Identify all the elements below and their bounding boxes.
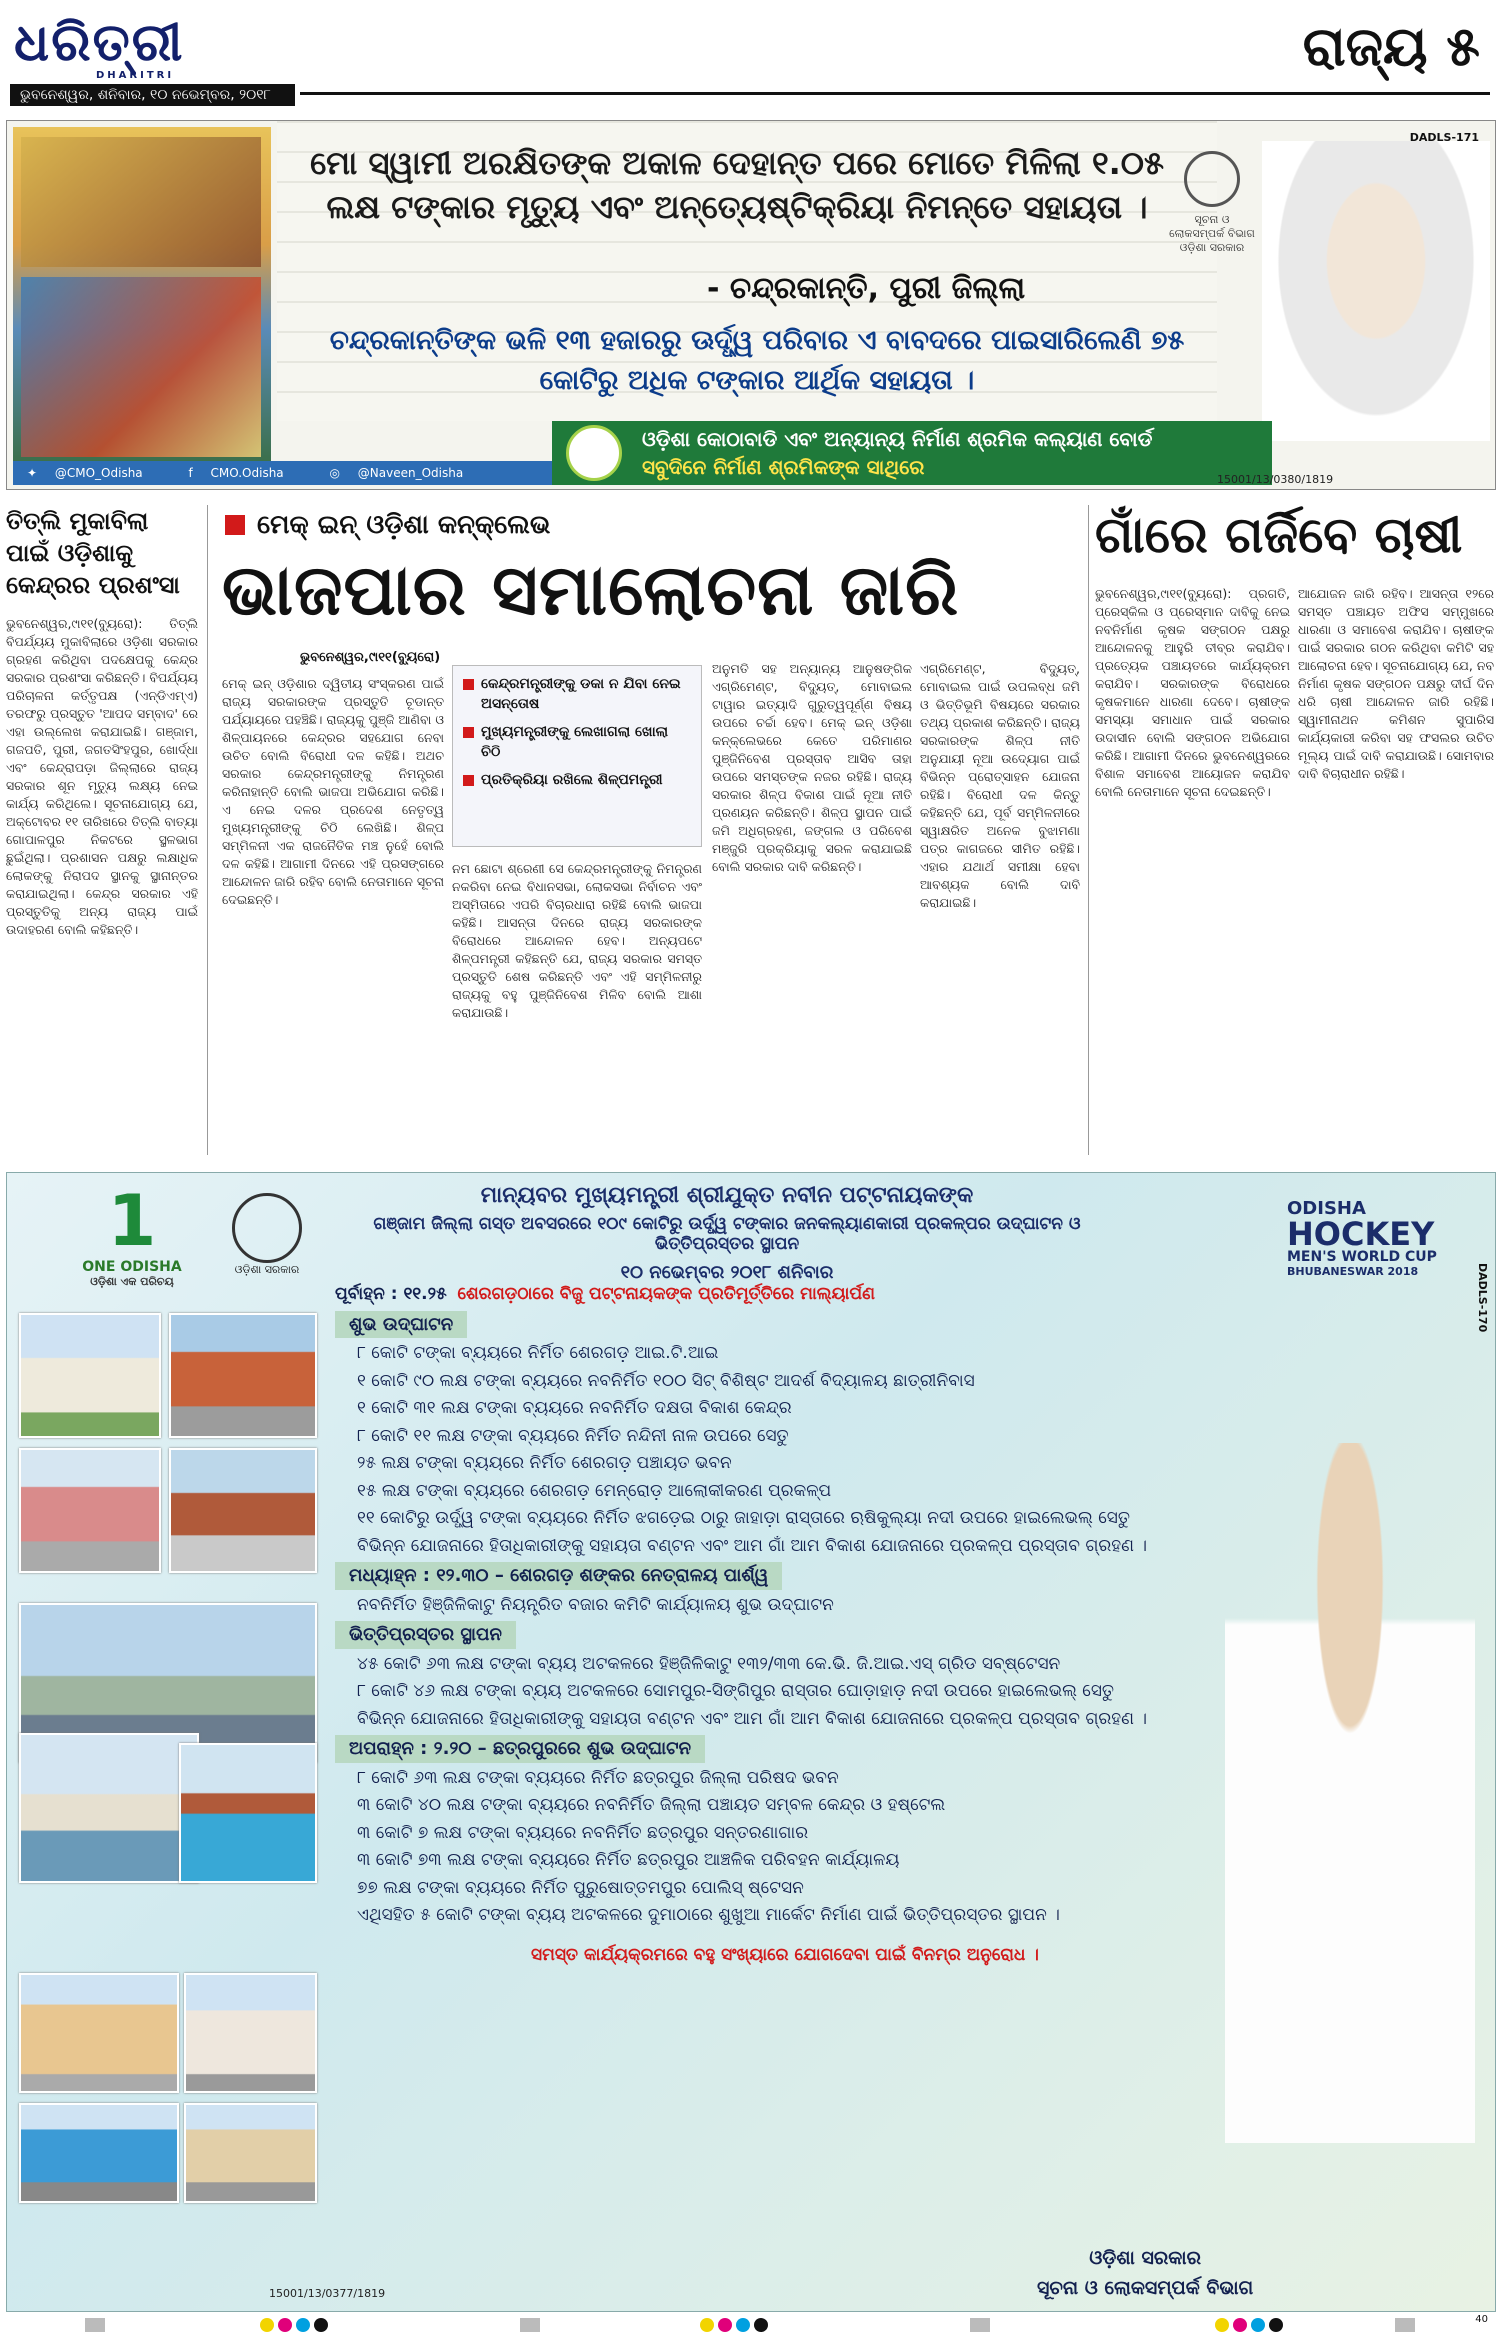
board-name: ଓଡ଼ିଶା କୋଠାବାଡି ଏବଂ ଅନ୍ୟାନ୍ୟ ନିର୍ମାଣ ଶ୍ରମିକ କଲ୍ୟାଣ ବୋର୍ଡ	[642, 427, 1153, 451]
list-item: ୮ କୋଟି ୧୧ ଲକ୍ଷ ଟଙ୍କା ବ୍ୟୟରେ ନିର୍ମିତ ନନ୍ଦିନୀ ନାଳ ଉପରେ ସେତୁ	[357, 1425, 789, 1446]
registration-magenta	[718, 2318, 732, 2332]
list-item: ୩ କୋଟି ୪୦ ଲକ୍ଷ ଟଙ୍କା ବ୍ୟୟରେ ନବନିର୍ମିତ ଜିଲ୍ଲା ପଞ୍ଚାୟତ ସମ୍ବଳ କେନ୍ଦ୍ର ଓ ହଷ୍ଟେଲ	[357, 1795, 946, 1815]
forenoon-row	[335, 1281, 1235, 1309]
main-article-col-1: ମେକ୍ ଇନ୍ ଓଡ଼ିଶାର ଦ୍ୱିତୀୟ ସଂସ୍କରଣ ପାଇଁ ରାଜ୍ୟ ସରକାରଙ୍କ ପ୍ରସ୍ତୁତି ଚୂଡାନ୍ତ ପର୍ଯ୍ୟାୟରେ ପହଞ୍ଚିଛି। ରାଜ୍ୟକୁ ପୁଞ୍ଜି ଆଣିବା ଓ ଶିଳ୍ପାୟନରେ କେନ୍ଦ୍ରର ସହଯୋଗ ନେବା ଉଚିତ ବୋଲି ବିରୋଧୀ ଦଳ କହିଛି। ଅଥଚ ସରକାର କେନ୍ଦ୍ରମନ୍ତ୍ରୀଙ୍କୁ ନିମନ୍ତ୍ରଣ କରିନାହାନ୍ତି ବୋଲି ଭାଜପା ଅଭିଯୋଗ କରିଛି। ଏ ନେଇ ଦଳର ପ୍ରଦେଶ ନେତୃତ୍ୱ ମୁଖ୍ୟମନ୍ତ୍ରୀଙ୍କୁ ଚିଠି ଲେଖିଛି। ଶିଳ୍ପ ସମ୍ମିଳନୀ ଏକ ରାଜନୈତିକ ମଞ୍ଚ ନୁହେଁ ବୋଲି ଦଳ କହିଛି। ଆଗାମୀ ଦିନରେ ଏହି ପ୍ରସଙ୍ଗରେ ଆନ୍ଦୋଳନ ଜାରି ରହିବ ବୋଲି ନେତାମାନେ ସୂଚନା ଦେଇଛନ୍ତି।	[222, 676, 444, 907]
signature-govt: ଓଡ଼ିଶା ସରକାର	[1089, 2247, 1202, 2269]
registration-magenta	[278, 2318, 292, 2332]
newspaper-logo-latin: DHARITRI	[96, 70, 175, 81]
signature-department: ସୂଚନା ଓ ଲୋକସମ୍ପର୍କ ବିଭାଗ	[1037, 2277, 1254, 2299]
photo-swimming-pool	[179, 1743, 317, 1883]
afternoon-label: ଅପରାହ୍ନ : ୨.୨୦ – ଛତ୍ରପୁରରେ ଶୁଭ ଉଦ୍‌ଘାଟନ	[335, 1735, 705, 1763]
registration-black	[314, 2318, 328, 2332]
twitter-handle[interactable]: ✦ @CMO_Odisha	[27, 466, 143, 480]
event-subtitle: ଗଞ୍ଜାମ ଜିଲ୍ଲା ଗସ୍ତ ଅବସରରେ ୧୦୯ କୋଟିରୁ ଉର୍ଦ୍ଧ୍ୱ ଟଙ୍କାର ଜନକଲ୍ୟାଣକାରୀ ପ୍ରକଳ୍ପର ଉଦ୍‌ଘାଟନ ଓ ଭିତ୍ତିପ୍ରସ୍ତର ସ୍ଥାପନ	[373, 1214, 1081, 1254]
photo-hostel-building	[169, 1313, 317, 1438]
photo-panchayat-bhawan	[169, 1448, 317, 1573]
noon-label: ମଧ୍ୟାହ୍ନ : ୧୨.୩୦ – ଶେରଗଡ଼ ଶଙ୍କର ନେତ୍ରାଳୟ ପାର୍ଶ୍ୱ	[335, 1562, 782, 1590]
list-item: ୭୭ ଲକ୍ଷ ଟଙ୍କା ବ୍ୟୟରେ ନିର୍ମିତ ପୁରୁଷୋତ୍ତମପୁର ପୋଲିସ୍ ଷ୍ଟେସନ	[357, 1877, 804, 1898]
page-number: 40	[1475, 2314, 1488, 2325]
ad-reference: 15001/13/0377/1819	[269, 2287, 386, 2300]
list-item: ୩ କୋଟି ୭୩ ଲକ୍ଷ ଟଙ୍କା ବ୍ୟୟରେ ନିର୍ମିତ ଛତ୍ରପୁର ଆଞ୍ଚଳିକ ପରିବହନ କାର୍ଯ୍ୟାଳୟ	[357, 1850, 900, 1870]
highlight-item: ମୁଖ୍ୟମନ୍ତ୍ରୀଙ୍କୁ ଲେଖାଗଲା ଖୋଲା ଚିଠି	[463, 722, 691, 762]
list-item: ବିଭିନ୍ନ ଯୋଜନାରେ ହିତାଧିକାରୀଙ୍କୁ ସହାୟତା ବଣ୍ଟନ ଏବଂ ଆମ ଗାଁ ଆମ ବିକାଶ ଯୋଜନାରେ ପ୍ରକଳ୍ପ ପ୍ରସ୍ତାବ ଗ୍ରହଣ ।	[357, 1535, 1148, 1556]
dateline: ଭୁବନେଶ୍ୱର, ଶନିବାର, ୧୦ ନଭେମ୍ବର, ୨୦୧୮	[10, 84, 295, 106]
right-article-col-1: ଭୁବନେଶ୍ୱର,୯ା୧୧(ବ୍ୟୁରୋ): ପ୍ରଗତି, ପ୍ରେସ୍କିଲ ଓ ପ୍ରେସ୍ମାନ ଦାବିକୁ ନେଇ ନବନିର୍ମାଣ କୃଷକ ସଙ୍ଗଠନ ପକ୍ଷରୁ ଆନ୍ଦୋଳନକୁ ଆହୁରି ତୀବ୍ର କରାଯିବ। ପ୍ରତ୍ୟେକ ପଞ୍ଚାୟତରେ କାର୍ଯ୍ୟକ୍ରମ କରାଯିବ। ସରକାରଙ୍କ ବିରୋଧରେ କୃଷକମାନେ ଧାରଣା ଦେବେ। ଚାଷୀଙ୍କ ସମସ୍ୟା ସମାଧାନ ପାଇଁ ସରକାର ଉଦାସୀନ ବୋଲି ସଙ୍ଗଠନ ଅଭିଯୋଗ କରିଛି। ଆଗାମୀ ଦିନରେ ଭୁବନେଶ୍ୱରରେ ବିଶାଳ ସମାବେଶ ଆୟୋଜନ କରାଯିବ ବୋଲି ନେତାମାନେ ସୂଚନା ଦେଇଛନ୍ତି।	[1095, 586, 1290, 799]
list-item: ୧୫ ଲକ୍ଷ ଟଙ୍କା ବ୍ୟୟରେ ଶେରଗଡ଼ ମେନ୍‌ରୋଡ଼ ଆଲୋକୀକରଣ ପ୍ରକଳ୍ପ	[357, 1480, 832, 1501]
ad-reference: 15001/13/0380/1819	[1217, 473, 1334, 486]
main-article-headline: ଭାଜପାର ସମାଲୋଚନା ଜାରି	[222, 548, 960, 631]
main-article-kicker: ମେକ୍ ଇନ୍ ଓଡ଼ିଶା କନ୍‌କ୍ଲେଭ	[225, 510, 550, 541]
left-article-headline: ତିତ୍ଲି ମୁକାବିଲା ପାଇଁ ଓଡ଼ିଶାକୁ କେନ୍ଦ୍ରର ପ୍ରଶଂସା	[6, 507, 180, 599]
photo-resource-centre	[184, 1973, 317, 2093]
list-item: ନବନିର୍ମିତ ହିଞ୍ଜିଳିକାଟୁ ନିୟନ୍ତ୍ରିତ ବଜାର କମିଟି କାର୍ଯ୍ୟାଳୟ ଶୁଭ ଉଦ୍‌ଘାଟନ	[357, 1594, 834, 1615]
highlight-item: ପ୍ରତିକ୍ରିୟା ରଖିଲେ ଶିଳ୍ପମନ୍ତ୍ରୀ	[463, 770, 691, 790]
registration-black	[754, 2318, 768, 2332]
highlight-item: କେନ୍ଦ୍ରମନ୍ତ୍ରୀଙ୍କୁ ଡକା ନ ଯିବା ନେଇ ଅସନ୍ତୋଷ	[463, 674, 691, 714]
ad-code: DADLS-171	[1409, 131, 1479, 144]
photo-bridge	[19, 1733, 199, 1883]
list-item: ୨୫ ଲକ୍ଷ ଟଙ୍କା ବ୍ୟୟରେ ନିର୍ମିତ ଶେରଗଡ଼ ପଞ୍ଚାୟତ ଭବନ	[357, 1453, 732, 1473]
list-item: ବିଭିନ୍ନ ଯୋଜନାରେ ହିତାଧିକାରୀଙ୍କୁ ସହାୟତା ବଣ୍ଟନ ଏବଂ ଆମ ଗାଁ ଆମ ବିକାଶ ଯୋଜନାରେ ପ୍ରକଳ୍ପ ପ୍ରସ୍ତାବ ଗ୍ରହଣ ।	[357, 1708, 1148, 1729]
photo-transport-office	[19, 2103, 179, 2203]
photo-cheque-handover	[21, 137, 261, 267]
registration-magenta	[1233, 2318, 1247, 2332]
photo-iti-building	[19, 1313, 161, 1438]
list-item: ଏଥିସହିତ ୫ କୋଟି ଟଙ୍କା ବ୍ୟୟ ଅଟକଳରେ ଦୁମାଠାରେ ଶୁଖୁଆ ମାର୍କେଟ ନିର୍ମାଣ ପାଇଁ ଭିତ୍ତିପ୍ରସ୍ତର ସ୍ଥାପନ ।	[357, 1905, 1060, 1925]
appeal-text: ସମସ୍ତ କାର୍ଯ୍ୟକ୍ରମରେ ବହୁ ସଂଖ୍ୟାରେ ଯୋଗଦେବା ପାଇଁ ବିନମ୍ର ଅନୁରୋଧ ।	[531, 1944, 1039, 1965]
registration-yellow	[700, 2318, 714, 2332]
photo-zilla-parishad	[19, 1973, 179, 2093]
print-grey-bar	[970, 2318, 990, 2332]
board-tagline: ସବୁଦିନେ ନିର୍ମାଣ ଶ୍ରମିକଙ୍କ ସାଥିରେ	[642, 455, 925, 479]
instagram-handle[interactable]: ◎ @Naveen_Odisha	[329, 466, 464, 480]
masthead-rule	[300, 92, 1490, 95]
event-header	[327, 1183, 1127, 1283]
right-article-headline: ଗାଁରେ ଗର୍ଜିବେ ଚାଷୀ	[1095, 505, 1463, 564]
photo-beneficiary	[21, 277, 261, 457]
list-item: ୧୧ କୋଟିରୁ ଉର୍ଦ୍ଧ୍ୱ ଟଙ୍କା ବ୍ୟୟରେ ନିର୍ମିତ ଝଗଡ଼େଇ ଠାରୁ ଜାହାଡ଼ା ରାସ୍ତାରେ ଋଷିକୁଲ୍ୟା ନଦୀ ଉପରେ ହାଇଲେଭଲ୍ ସେତୁ	[357, 1508, 1130, 1528]
registration-cyan	[736, 2318, 750, 2332]
chief-minister-photo	[1262, 141, 1490, 441]
photo-police-station	[184, 2103, 317, 2203]
red-square-icon	[225, 515, 245, 535]
inauguration-label: ଶୁଭ ଉଦ୍‌ଘାଟନ	[335, 1311, 467, 1339]
signature-block	[1037, 2243, 1253, 2303]
print-grey-bar	[85, 2318, 105, 2332]
registration-cyan	[296, 2318, 310, 2332]
facebook-handle[interactable]: f CMO.Odisha	[188, 466, 284, 480]
newspaper-logo: ଧରିତ୍ରୀ	[14, 12, 185, 73]
one-odisha-numeral: 1	[107, 1180, 157, 1262]
beneficiary-photo	[13, 127, 271, 463]
emblem-icon	[1184, 151, 1240, 207]
list-item: ୮ କୋଟି ୪୬ ଲକ୍ଷ ଟଙ୍କା ବ୍ୟୟ ଅଟକଳରେ ସୋମପୁର-ସିଙ୍ଗିପୁର ରାସ୍ତାର ଘୋଡ଼ାହାଡ଼ ନଦୀ ଉପରେ ହାଇଲେଭଲ୍ ସେତୁ	[357, 1681, 1115, 1701]
odisha-seal: ଓଡ଼ିଶା ସରକାର	[227, 1193, 307, 1283]
event-title: ମାନ୍ୟବର ମୁଖ୍ୟମନ୍ତ୍ରୀ ଶ୍ରୀଯୁକ୍ତ ନବୀନ ପଟ୍ଟନାୟକଙ୍କ	[480, 1183, 974, 1208]
column-divider	[1088, 505, 1089, 1155]
highlights-box	[452, 665, 702, 847]
section-name: ରାଜ୍ୟ ୫	[1302, 14, 1480, 78]
list-item: ୩ କୋଟି ୭ ଲକ୍ଷ ଟଙ୍କା ବ୍ୟୟରେ ନବନିର୍ମିତ ଛତ୍ରପୁର ସନ୍ତରଣାଗାର	[357, 1822, 809, 1843]
main-article-byline: ଭୁବନେଶ୍ୱର,୯ା୧୧(ବ୍ୟୁରୋ)	[300, 650, 441, 665]
ad-code: DADLS-170	[1476, 1263, 1489, 1333]
bottom-advertisement	[6, 1172, 1496, 2312]
emblem-text: ସୂଚନା ଓ ଲୋକସମ୍ପର୍କ ବିଭାଗ ଓଡ଼ିଶା ସରକାର	[1169, 213, 1255, 254]
list-item: ୮ କୋଟି ଟଙ୍କା ବ୍ୟୟରେ ନିର୍ମିତ ଶେରଗଡ଼ ଆଇ.ଟି.ଆଇ	[357, 1343, 719, 1363]
foundation-label: ଭିତ୍ତିପ୍ରସ୍ତର ସ୍ଥାପନ	[335, 1621, 516, 1649]
forenoon-time: ପୂର୍ବାହ୍ନ : ୧୧.୨୫	[335, 1284, 447, 1304]
social-handles-bar	[13, 461, 553, 485]
registration-cyan	[1251, 2318, 1265, 2332]
welfare-board-banner	[552, 421, 1272, 485]
masthead	[0, 0, 1500, 112]
beneficiary-quote: ମୋ ସ୍ୱାମୀ ଅରକ୍ଷିତଙ୍କ ଅକାଳ ଦେହାନ୍ତ ପରେ ମୋତେ ମିଳିଲା ୧.୦୫ ଲକ୍ଷ ଟଙ୍କାର ମୃତ୍ୟୁ ଏବଂ ଅନ୍ତ୍ୟେଷ୍ଟିକ୍ରିୟା ନିମନ୍ତେ ସହାୟତା ।	[310, 144, 1164, 226]
event-date: ୧୦ ନଭେମ୍ବର ୨୦୧୮ ଶନିବାର	[620, 1262, 834, 1283]
right-article-col-2: ଆଯୋଜନ ଜାରି ରହିବ। ଆସନ୍ତା ୧୨ରେ ସମସ୍ତ ପଞ୍ଚାୟତ ଅଫିସ ସମ୍ମୁଖରେ ଧାରଣା ଓ ସମାବେଶ କରାଯିବ। ଚାଷୀଙ୍କ ପାଇଁ ସରକାର ଗଠନ କରିଥିବା କମିଟି ସହ ଆଲୋଚନା ହେବ। ସୂଚନାଯୋଗ୍ୟ ଯେ, ନବ ନିର୍ମାଣ କୃଷକ ସଙ୍ଗଠନ ପକ୍ଷରୁ ଦୀର୍ଘ ଦିନ ଧରି ଚାଷୀ ଆନ୍ଦୋଳନ ଜାରି ରହିଛି। ସ୍ୱାମୀନାଥନ କମିଶନ ସୁପାରିସ କାର୍ଯ୍ୟକାରୀ କରିବା ସହ ଫସଲର ଉଚିତ ମୂଲ୍ୟ ପାଇଁ ଦାବି କରାଯାଉଛି। ସୋମବାର ଦାବି ବିଚାରାଧୀନ ରହିଛି।	[1298, 586, 1494, 781]
registration-black	[1269, 2318, 1283, 2332]
list-item: ୪୫ କୋଟି ୬୩ ଲକ୍ଷ ଟଙ୍କା ବ୍ୟୟ ଅଟକଳରେ ହିଞ୍ଜିଳିକାଟୁ ୧୩୨/୩୩ କେ.ଭି. ଜି.ଆଇ.ଏସ୍ ଗ୍ରିଡ ସବ୍‌ଷ୍ଟେସନ	[357, 1653, 1061, 1674]
column-divider	[207, 505, 208, 1155]
list-item: ୮ କୋଟି ୬୩ ଲକ୍ଷ ଟଙ୍କା ବ୍ୟୟରେ ନିର୍ମିତ ଛତ୍ରପୁର ଜିଲ୍ଲା ପରିଷଦ ଭବନ	[357, 1767, 839, 1788]
one-odisha-logo: 1 ONE ODISHA ଓଡ଼ିଶା ଏକ ପରିଚୟ	[67, 1183, 197, 1293]
hockey-world-cup-logo: ODISHA HOCKEY MEN'S WORLD CUP BHUBANESWAR 2018	[1287, 1198, 1437, 1278]
print-grey-bar	[520, 2318, 540, 2332]
chief-minister-photo	[1225, 1443, 1475, 2143]
main-article-col-3: ଅନୁମତି ସହ ଅନ୍ୟାନ୍ୟ ଆନୁଷଙ୍ଗିକ ଏଗ୍ରିମେଣ୍ଟ, ବିଦ୍ୟୁତ୍, ମୋବାଇଲ ଟାୱାର ଇତ୍ୟାଦି ଗୁରୁତ୍ୱପୂର୍ଣ୍ଣ ବିଷୟ ଉପରେ ଚର୍ଚ୍ଚା ହେବ। ମେକ୍ ଇନ୍ ଓଡ଼ିଶା କନ୍‌କ୍ଲେଭରେ କେତେ ପରିମାଣର ପୁଞ୍ଜିନିବେଶ ପ୍ରସ୍ତାବ ଆସିବ ତାହା ଉପରେ ସମସ୍ତଙ୍କ ନଜର ରହିଛି। ରାଜ୍ୟ ସରକାର ଶିଳ୍ପ ବିକାଶ ପାଇଁ ନୂଆ ନୀତି ପ୍ରଣୟନ କରିଛନ୍ତି। ଶିଳ୍ପ ସ୍ଥାପନ ପାଇଁ ଜମି ଅଧିଗ୍ରହଣ, ଜଙ୍ଗଲ ଓ ପରିବେଶ ମଞ୍ଜୁରି ପ୍ରକ୍ରିୟାକୁ ସରଳ କରାଯାଇଛି ବୋଲି ସରକାର ଦାବି କରିଛନ୍ତି।	[712, 661, 912, 874]
project-photos	[19, 1313, 319, 2173]
quote-attribution: - ଚନ୍ଦ୍ରକାନ୍ତି, ପୁରୀ ଜିଲ୍ଲା	[707, 271, 1026, 306]
board-logo-icon	[566, 425, 622, 481]
photo-skill-centre	[19, 1448, 161, 1573]
registration-yellow	[260, 2318, 274, 2332]
registration-yellow	[1215, 2318, 1229, 2332]
main-article-col-4: ଏଗ୍ରିମେଣ୍ଟ, ବିଦ୍ୟୁତ୍, ମୋବାଇଲ ପାଇଁ ଉପଲବ୍ଧ ଜମି ଓ ଭିତ୍ତିଭୂମି ବିଷୟରେ ସରକାର ତଥ୍ୟ ପ୍ରକାଶ କରିଛନ୍ତି। ରାଜ୍ୟ ସରକାରଙ୍କ ଶିଳ୍ପ ନୀତି ଅନୁଯାୟୀ ନୂଆ ଉଦ୍ୟୋଗ ପାଇଁ ବିଭିନ୍ନ ପ୍ରୋତ୍ସାହନ ଯୋଜନା ରହିଛି। ବିରୋଧୀ ଦଳ କିନ୍ତୁ କହିଛନ୍ତି ଯେ, ପୂର୍ବ ସମ୍ମିଳନୀରେ ସ୍ୱାକ୍ଷରିତ ଅନେକ ବୁଝାମଣା ପତ୍ର କାଗଜରେ ସୀମିତ ରହିଛି। ଏହାର ଯଥାର୍ଥ ସମୀକ୍ଷା ହେବା ଆବଶ୍ୟକ ବୋଲି ଦାବି କରାଯାଇଛି।	[920, 661, 1080, 910]
government-emblem	[1167, 151, 1257, 281]
forenoon-event: ଶେରଗଡ଼ଠାରେ ବିଜୁ ପଟ୍ଟନାୟକଙ୍କ ପ୍ରତିମୂର୍ତ୍ତିରେ ମାଲ୍ୟାର୍ପଣ	[457, 1284, 875, 1304]
list-item: ୧ କୋଟି ୩୧ ଲକ୍ଷ ଟଙ୍କା ବ୍ୟୟରେ ନବନିର୍ମିତ ଦକ୍ଷତା ବିକାଶ କେନ୍ଦ୍ର	[357, 1398, 792, 1418]
event-schedule	[335, 1281, 1235, 1969]
top-advertisement	[6, 120, 1496, 490]
left-article-body: ଭୁବନେଶ୍ୱର,୯ା୧୧(ବ୍ୟୁରୋ): ତିତ୍ଲି ବିପର୍ଯ୍ୟୟ ମୁକାବିଲାରେ ଓଡ଼ିଶା ସରକାର ଗ୍ରହଣ କରିଥିବା ପଦକ୍ଷେପକୁ କେନ୍ଦ୍ର ସରକାର ପ୍ରଶଂସା କରିଛନ୍ତି। ବିପର୍ଯ୍ୟୟ ପରିଚାଳନା କର୍ତ୍ତୃପକ୍ଷ (ଏନ୍‌ଡିଏମ୍‌ଏ) ତରଫରୁ ପ୍ରସ୍ତୁତ 'ଆପଦ ସମ୍ବାଦ' ରେ ଏହା ଉଲ୍ଲେଖ କରାଯାଇଛି। ଗଞ୍ଜାମ, ଗଜପତି, ପୁରୀ, ଜଗତସିଂହପୁର, ଖୋର୍ଦ୍ଧା ଏବଂ କେନ୍ଦ୍ରାପଡ଼ା ଜିଲ୍ଲାରେ ରାଜ୍ୟ ସରକାର ଶୂନ ମୃତ୍ୟୁ ଲକ୍ଷ୍ୟ ନେଇ କାର୍ଯ୍ୟ କରିଥିଲେ। ସୂଚନାଯୋଗ୍ୟ ଯେ, ଅକ୍ଟୋବର ୧୧ ତାରିଖରେ ତିତ୍ଲି ବାତ୍ୟା ଗୋପାଳପୁର ନିକଟରେ ସ୍ଥଳଭାଗ ଛୁଇଁଥିଲା। ପ୍ରଶାସନ ପକ୍ଷରୁ ଲକ୍ଷାଧିକ ଲୋକଙ୍କୁ ନିରାପଦ ସ୍ଥାନକୁ ସ୍ଥାନାନ୍ତର କରାଯାଇଥିଲା। କେନ୍ଦ୍ର ସରକାର ଏହି ପ୍ରସ୍ତୁତିକୁ ଅନ୍ୟ ରାଜ୍ୟ ପାଇଁ ଉଦାହରଣ ବୋଲି କହିଛନ୍ତି।	[6, 616, 198, 937]
seal-icon	[232, 1193, 302, 1263]
print-grey-bar	[1395, 2318, 1415, 2332]
list-item: ୧ କୋଟି ୯୦ ଲକ୍ଷ ଟଙ୍କା ବ୍ୟୟରେ ନବନିର୍ମିତ ୧୦୦ ସିଟ୍ ବିଶିଷ୍ଟ ଆଦର୍ଶ ବିଦ୍ୟାଳୟ ଛାତ୍ରୀନିବାସ	[357, 1370, 975, 1391]
ad-body-text: ଚନ୍ଦ୍ରକାନ୍ତିଙ୍କ ଭଳି ୧୩ ହଜାରରୁ ଊର୍ଦ୍ଧ୍ୱ ପରିବାର ଏ ବାବଦରେ ପାଇସାରିଲେଣି ୭୫ କୋଟିରୁ ଅଧିକ ଟଙ୍କାର ଆର୍ଥିକ ସହାୟତା ।	[329, 325, 1185, 396]
main-article-col-2: ନମ ଛୋଟା ଶ୍ରେଣୀ ସେ କେନ୍ଦ୍ରମନ୍ତ୍ରୀଙ୍କୁ ନିମନ୍ତ୍ରଣ ନକରିବା ନେଇ ବିଧାନସଭା, ଲୋକସଭା ନିର୍ବାଚନ ଏବଂ ଅସ୍ମିତାରେ ଏପରି ବିଚାରଧାରା ରହିଛି ବୋଲି ଭାଜପା କହିଛି। ଆସନ୍ତା ଦିନରେ ରାଜ୍ୟ ସରକାରଙ୍କ ବିରୋଧରେ ଆନ୍ଦୋଳନ ହେବ। ଅନ୍ୟପଟେ ଶିଳ୍ପମନ୍ତ୍ରୀ କହିଛନ୍ତି ଯେ, ରାଜ୍ୟ ସରକାର ସମସ୍ତ ପ୍ରସ୍ତୁତି ଶେଷ କରିଛନ୍ତି ଏବଂ ଏହି ସମ୍ମିଳନୀରୁ ରାଜ୍ୟକୁ ବହୁ ପୁଞ୍ଜିନିବେଶ ମିଳିବ ବୋଲି ଆଶା କରାଯାଉଛି।	[452, 861, 702, 1020]
